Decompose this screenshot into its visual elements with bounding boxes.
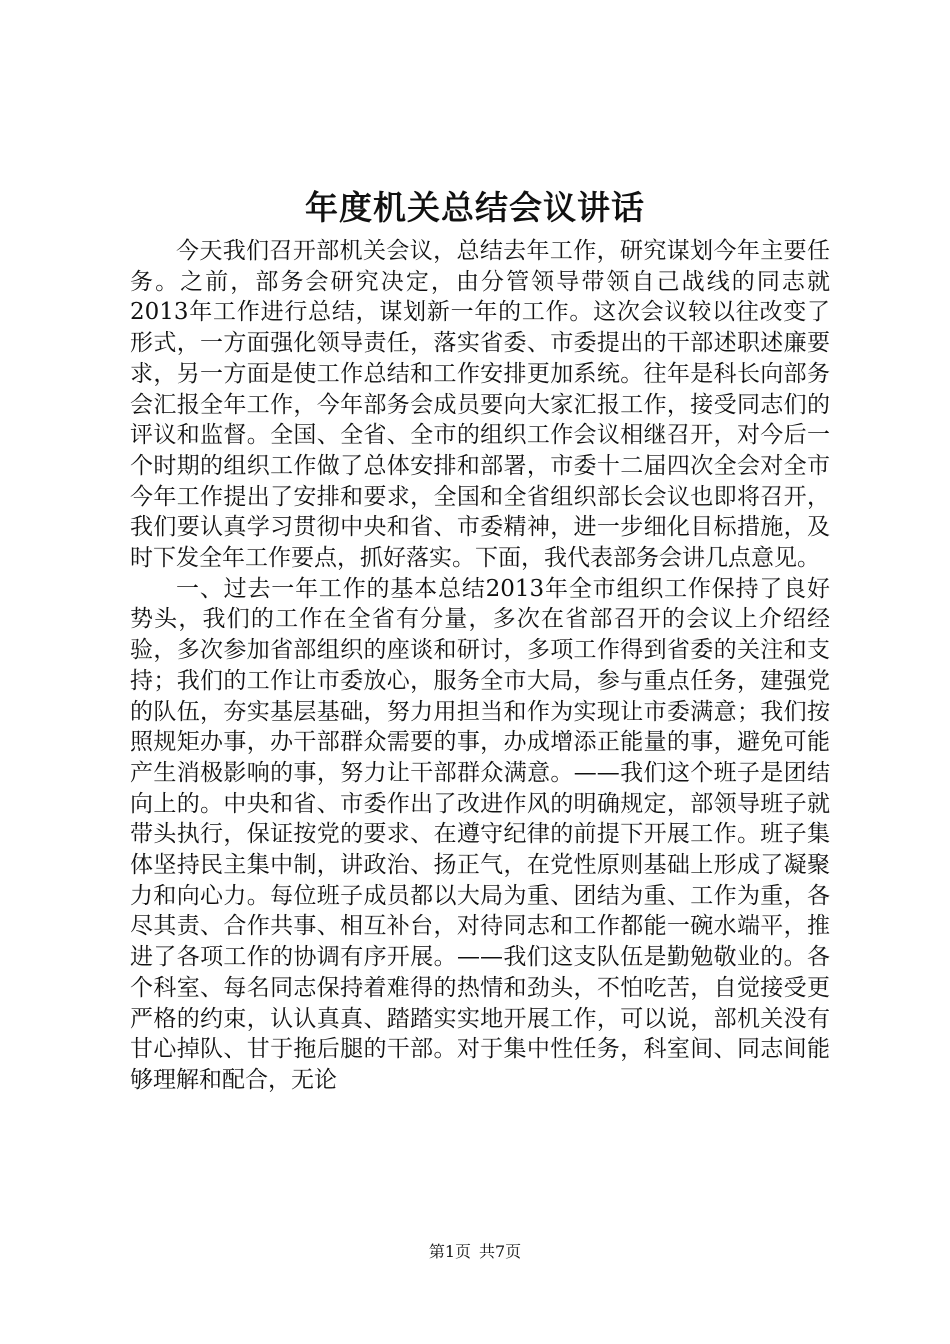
- page-footer: [0, 1240, 950, 1264]
- document-title: 年度机关总结会议讲话: [305, 188, 645, 227]
- paragraph-section-one: 一、过去一年工作的基本总结2013年全市组织工作保持了良好势头，我们的工作在全省有分量，多次在省部召开的会议上介绍经验，多次参加省部组织的座谈和研讨，多项工作得到省委的关注和支持；我们的工作让市委放心，服务全市大局，参与重点任务，建强党的队伍，夯实基层基础，努力用担当和作为实现让市委满意；我们按照规矩办事，办干部群众需要的事，办成增添正能量的事，避免可能产生消极影响的事，努力让干部群众满意。——我们这个班子是团结向上的。中央和省、市委作出了改进作风的明确规定，部领导班子就带头执行，保证按党的要求、在遵守纪律的前提下开展工作。班子集体坚持民主集中制，讲政治、扬正气，在党性原则基础上形成了凝聚力和向心力。每位班子成员都以大局为重、团结为重、工作为重，各尽其责、合作共事、相互补台，对待同志和工作都能一碗水端平，推进了各项工作的协调有序开展。——我们这支队伍是勤勉敬业的。各个科室、每名同志保持着难得的热情和劲头，不怕吃苦，自觉接受更严格的约束，认认真真、踏踏实实地开展工作，可以说，部机关没有甘心掉队、甘于拖后腿的干部。对于集中性任务，科室间、同志间能够理解和配合，无论: [130, 575, 830, 1093]
- page-total: 共7页: [479, 1242, 522, 1261]
- paragraph-intro: 今天我们召开部机关会议，总结去年工作，研究谋划今年主要任务。之前，部务会研究决定，由分管领导带领自己战线的同志就2013年工作进行总结，谋划新一年的工作。这次会议较以往改变了形式，一方面强化领导责任，落实省委、市委提出的干部述职述廉要求，另一方面是使工作总结和工作安排更加系统。往年是科长向部务会汇报全年工作，今年部务会成员要向大家汇报工作，接受同志们的评议和监督。全国、全省、全市的组织工作会议相继召开，对今后一个时期的组织工作做了总体安排和部署，市委十二届四次全会对全市今年工作提出了安排和要求，全国和全省组织部长会议也即将召开，我们要认真学习贯彻中央和省、市委精神，进一步细化目标措施，及时下发全年工作要点，抓好落实。下面，我代表部务会讲几点意见。: [130, 238, 830, 572]
- document-body: [130, 236, 830, 1096]
- page-number: 第1页: [428, 1242, 471, 1261]
